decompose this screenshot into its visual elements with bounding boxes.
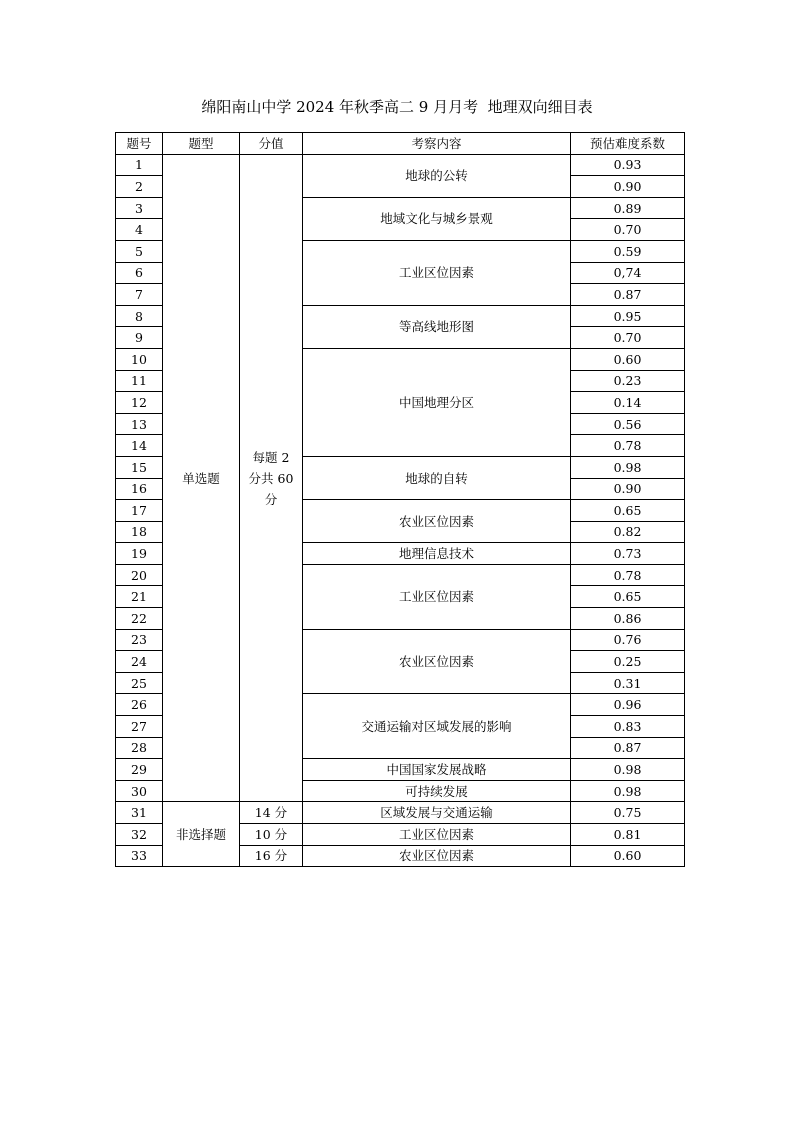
difficulty-value: 0.56 xyxy=(571,413,685,435)
difficulty-value: 0.65 xyxy=(571,586,685,608)
content-cell: 工业区位因素 xyxy=(303,824,571,846)
question-number: 3 xyxy=(116,197,163,219)
difficulty-value: 0.14 xyxy=(571,392,685,414)
difficulty-value: 0.98 xyxy=(571,456,685,478)
difficulty-value: 0.87 xyxy=(571,284,685,306)
content-cell: 地球的自转 xyxy=(303,456,571,499)
difficulty-value: 0.83 xyxy=(571,716,685,738)
difficulty-value: 0.60 xyxy=(571,845,685,867)
header-content: 考察内容 xyxy=(303,133,571,155)
table-row xyxy=(116,154,685,176)
difficulty-value: 0.98 xyxy=(571,759,685,781)
content-cell: 地球的公转 xyxy=(303,154,571,197)
difficulty-value: 0.87 xyxy=(571,737,685,759)
score-single-choice-text: 每题 2 分共 60 分 xyxy=(248,449,294,507)
question-number: 27 xyxy=(116,716,163,738)
content-cell: 中国地理分区 xyxy=(303,348,571,456)
content-cell: 农业区位因素 xyxy=(303,500,571,543)
question-number: 7 xyxy=(116,284,163,306)
difficulty-value: 0.65 xyxy=(571,500,685,522)
question-number: 2 xyxy=(116,176,163,198)
question-number: 6 xyxy=(116,262,163,284)
difficulty-value: 0.70 xyxy=(571,327,685,349)
difficulty-value: 0.23 xyxy=(571,370,685,392)
question-number: 19 xyxy=(116,543,163,565)
content-cell: 中国国家发展战略 xyxy=(303,759,571,781)
difficulty-value: 0.98 xyxy=(571,780,685,802)
difficulty-value: 0.73 xyxy=(571,543,685,565)
difficulty-value: 0.70 xyxy=(571,219,685,241)
content-cell: 可持续发展 xyxy=(303,780,571,802)
question-number: 8 xyxy=(116,305,163,327)
question-number: 20 xyxy=(116,564,163,586)
difficulty-value: 0.90 xyxy=(571,176,685,198)
difficulty-value: 0.59 xyxy=(571,240,685,262)
question-number: 9 xyxy=(116,327,163,349)
content-cell: 工业区位因素 xyxy=(303,240,571,305)
question-number: 32 xyxy=(116,824,163,846)
content-cell: 交通运输对区域发展的影响 xyxy=(303,694,571,759)
question-number: 16 xyxy=(116,478,163,500)
header-type: 题型 xyxy=(163,133,240,155)
difficulty-value: 0.76 xyxy=(571,629,685,651)
question-number: 30 xyxy=(116,780,163,802)
content-cell: 农业区位因素 xyxy=(303,845,571,867)
question-number: 31 xyxy=(116,802,163,824)
question-number: 21 xyxy=(116,586,163,608)
question-number: 29 xyxy=(116,759,163,781)
content-cell: 区域发展与交通运输 xyxy=(303,802,571,824)
difficulty-value: 0.25 xyxy=(571,651,685,673)
header-num: 题号 xyxy=(116,133,163,155)
difficulty-value: 0.96 xyxy=(571,694,685,716)
difficulty-value: 0.82 xyxy=(571,521,685,543)
question-number: 13 xyxy=(116,413,163,435)
difficulty-value: 0.81 xyxy=(571,824,685,846)
question-number: 10 xyxy=(116,348,163,370)
difficulty-value: 0.89 xyxy=(571,197,685,219)
question-number: 11 xyxy=(116,370,163,392)
question-number: 26 xyxy=(116,694,163,716)
table-row xyxy=(116,802,685,824)
question-number: 4 xyxy=(116,219,163,241)
question-type-non-choice: 非选择题 xyxy=(163,802,240,867)
spec-table xyxy=(115,132,685,867)
difficulty-value: 0.90 xyxy=(571,478,685,500)
score-cell: 16 分 xyxy=(240,845,303,867)
difficulty-value: 0.78 xyxy=(571,435,685,457)
content-cell: 地理信息技术 xyxy=(303,543,571,565)
question-number: 25 xyxy=(116,672,163,694)
difficulty-value: 0.31 xyxy=(571,672,685,694)
question-number: 33 xyxy=(116,845,163,867)
content-cell: 农业区位因素 xyxy=(303,629,571,694)
question-number: 15 xyxy=(116,456,163,478)
difficulty-value: 0.86 xyxy=(571,608,685,630)
header-score: 分值 xyxy=(240,133,303,155)
question-number: 23 xyxy=(116,629,163,651)
content-cell: 工业区位因素 xyxy=(303,564,571,629)
page-title: 绵阳南山中学 2024 年秋季高二 9 月月考 地理双向细目表 xyxy=(201,98,593,116)
difficulty-value: 0.78 xyxy=(571,564,685,586)
header-difficulty: 预估难度系数 xyxy=(571,133,685,155)
content-cell: 等高线地形图 xyxy=(303,305,571,348)
question-number: 28 xyxy=(116,737,163,759)
score-cell: 14 分 xyxy=(240,802,303,824)
question-number: 1 xyxy=(116,154,163,176)
difficulty-value: 0.93 xyxy=(571,154,685,176)
difficulty-value: 0,74 xyxy=(571,262,685,284)
score-cell: 10 分 xyxy=(240,824,303,846)
question-number: 14 xyxy=(116,435,163,457)
question-number: 5 xyxy=(116,240,163,262)
question-number: 17 xyxy=(116,500,163,522)
difficulty-value: 0.95 xyxy=(571,305,685,327)
header-row xyxy=(116,133,685,155)
difficulty-value: 0.75 xyxy=(571,802,685,824)
question-number: 22 xyxy=(116,608,163,630)
question-number: 24 xyxy=(116,651,163,673)
difficulty-value: 0.60 xyxy=(571,348,685,370)
content-cell: 地域文化与城乡景观 xyxy=(303,197,571,240)
question-number: 18 xyxy=(116,521,163,543)
score-single-choice xyxy=(240,154,303,802)
question-number: 12 xyxy=(116,392,163,414)
question-type-single-choice: 单选题 xyxy=(163,154,240,802)
